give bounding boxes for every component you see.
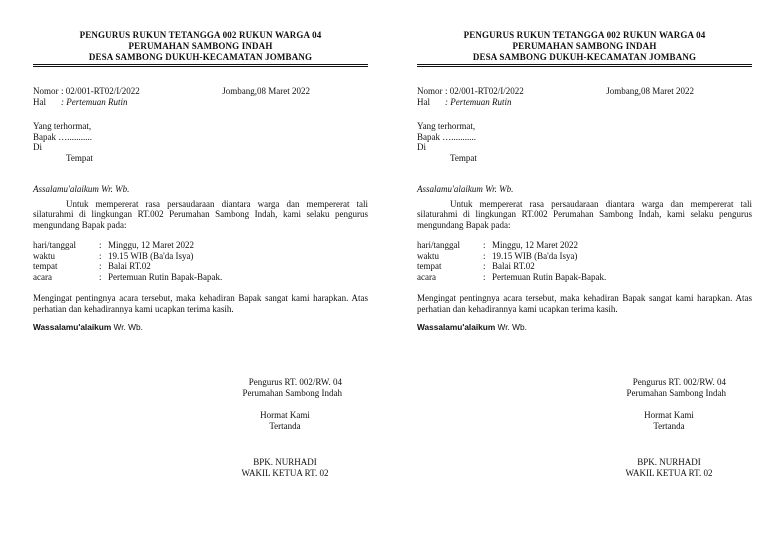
detail-key: acara: [33, 271, 52, 282]
intro-paragraph: Untuk mempererat rasa persaudaraan diantara warga dan mempererat tali silaturahmi di lingkungan RT.002 Perumahan Sambong Indah, kami selaku pengurus mengundang Bapak pada:: [33, 198, 368, 230]
signature-org-line-1: Pengurus RT. 002/RW. 04: [632, 377, 726, 387]
wassalam-bold: Wassalamu'alaikum: [417, 322, 496, 333]
detail-value: Minggu, 12 Maret 2022: [108, 240, 194, 251]
detail-key: hari/tanggal: [33, 240, 76, 251]
detail-colon: :: [99, 271, 102, 282]
detail-row: [33, 261, 368, 272]
detail-value: Minggu, 12 Maret 2022: [492, 240, 578, 251]
letterhead-line-2: PERUMAHAN SAMBONG INDAH: [512, 41, 657, 51]
signature-signer: [200, 457, 370, 479]
closing-paragraph: Mengingat pentingnya acara tersebut, maka kehadiran Bapak sangat kami harapkan. Atas perhatian dan kehadirannya kami ucapkan terima kasih.: [417, 293, 752, 314]
detail-value: Balai RT.02: [492, 261, 535, 272]
signature-hormat: Hormat Kami: [260, 410, 310, 420]
recipient-block: [417, 121, 752, 163]
letterhead-line-3: DESA SAMBONG DUKUH-KECAMATAN JOMBANG: [88, 52, 313, 62]
signature-org: [583, 377, 726, 399]
detail-colon: :: [99, 240, 102, 251]
signature-signer: [584, 457, 754, 479]
letterhead-line-3: DESA SAMBONG DUKUH-KECAMATAN JOMBANG: [472, 52, 697, 62]
recipient-place: Tempat: [450, 152, 477, 163]
signature-org-line-2: Perumahan Sambong Indah: [242, 388, 342, 398]
detail-value: Pertemuan Rutin Bapak-Bapak.: [108, 271, 223, 282]
signature-hormat: Hormat Kami: [644, 410, 694, 420]
closing-salutation: [33, 322, 368, 332]
detail-row: [33, 251, 368, 262]
wassalam-rest: Wr. Wb.: [495, 322, 527, 333]
detail-value: 19.15 WIB (Ba'da Isya): [492, 250, 578, 261]
hal-label: Hal: [417, 96, 430, 107]
recipient-greeting: Yang terhormat,: [417, 121, 476, 132]
invitation-letter: [33, 30, 368, 332]
detail-colon: :: [483, 250, 486, 261]
hal-label: Hal: [33, 96, 46, 107]
signer-title: WAKIL KETUA RT. 02: [625, 468, 713, 478]
opening-salutation: Assalamu'alaikum Wr. Wb.: [33, 184, 130, 195]
recipient-greeting: Yang terhormat,: [33, 121, 92, 132]
recipient-block: [33, 121, 368, 163]
detail-row: [33, 272, 368, 283]
signature-org-line-1: Pengurus RT. 002/RW. 04: [248, 377, 342, 387]
signature-org-line-2: Perumahan Sambong Indah: [626, 388, 726, 398]
intro-paragraph: Untuk mempererat rasa persaudaraan diantara warga dan mempererat tali silaturahmi di lingkungan RT.002 Perumahan Sambong Indah, kami selaku pengurus mengundang Bapak pada:: [417, 198, 752, 230]
letterhead-double-rule: [33, 64, 368, 67]
hal-value: : Pertemuan Rutin: [445, 96, 512, 107]
nomor-value: : 02/001-RT02/I/2022: [445, 86, 524, 97]
nomor-value: : 02/001-RT02/I/2022: [61, 86, 140, 97]
signature-regards: [200, 410, 370, 432]
letterhead: [33, 30, 368, 63]
detail-value: 19.15 WIB (Ba'da Isya): [108, 250, 194, 261]
nomor-label: Nomor: [33, 86, 59, 97]
detail-row: [417, 240, 752, 251]
letter-meta: [33, 86, 368, 107]
detail-key: waktu: [417, 250, 439, 261]
signature-org: [199, 377, 342, 399]
letterhead-line-1: PENGURUS RUKUN TETANGGA 002 RUKUN WARGA 04: [463, 30, 706, 40]
signer-name: BPK. NURHADI: [637, 457, 701, 467]
hal-value: : Pertemuan Rutin: [61, 96, 128, 107]
letterhead-line-2: PERUMAHAN SAMBONG INDAH: [128, 41, 273, 51]
recipient-place: Tempat: [66, 152, 93, 163]
recipient-name: Bapak …...........: [33, 131, 92, 142]
detail-value: Balai RT.02: [108, 261, 151, 272]
recipient-di: Di: [33, 142, 42, 153]
event-details: [33, 240, 368, 282]
opening-salutation: Assalamu'alaikum Wr. Wb.: [417, 184, 514, 195]
wassalam-rest: Wr. Wb.: [111, 322, 143, 333]
recipient-name: Bapak …...........: [417, 131, 476, 142]
letterhead: [417, 30, 752, 63]
detail-colon: :: [483, 240, 486, 251]
closing-salutation: [417, 322, 752, 332]
detail-key: tempat: [33, 261, 58, 272]
detail-row: [417, 261, 752, 272]
signature-tertanda: Tertanda: [269, 421, 301, 431]
event-details: [417, 240, 752, 282]
signer-title: WAKIL KETUA RT. 02: [241, 468, 329, 478]
nomor-label: Nomor: [417, 86, 443, 97]
signature-regards: [584, 410, 754, 432]
invitation-letter: [417, 30, 752, 332]
letter-date: Jombang,08 Maret 2022: [606, 86, 694, 97]
signer-name: BPK. NURHADI: [253, 457, 317, 467]
detail-colon: :: [99, 261, 102, 272]
detail-colon: :: [99, 250, 102, 261]
letterhead-double-rule: [417, 64, 752, 67]
detail-key: hari/tanggal: [417, 240, 460, 251]
recipient-di: Di: [417, 142, 426, 153]
detail-row: [33, 240, 368, 251]
letter-date: Jombang,08 Maret 2022: [222, 86, 310, 97]
letterhead-line-1: PENGURUS RUKUN TETANGGA 002 RUKUN WARGA 04: [79, 30, 322, 40]
letter-meta: [417, 86, 752, 107]
letter-copy-right: [384, 0, 768, 543]
detail-colon: :: [483, 271, 486, 282]
detail-row: [417, 272, 752, 283]
detail-value: Pertemuan Rutin Bapak-Bapak.: [492, 271, 607, 282]
detail-colon: :: [483, 261, 486, 272]
closing-paragraph: Mengingat pentingnya acara tersebut, maka kehadiran Bapak sangat kami harapkan. Atas perhatian dan kehadirannya kami ucapkan terima kasih.: [33, 293, 368, 314]
detail-key: acara: [417, 271, 436, 282]
detail-row: [417, 251, 752, 262]
detail-key: tempat: [417, 261, 442, 272]
detail-key: waktu: [33, 250, 55, 261]
wassalam-bold: Wassalamu'alaikum: [33, 322, 112, 333]
signature-tertanda: Tertanda: [653, 421, 685, 431]
